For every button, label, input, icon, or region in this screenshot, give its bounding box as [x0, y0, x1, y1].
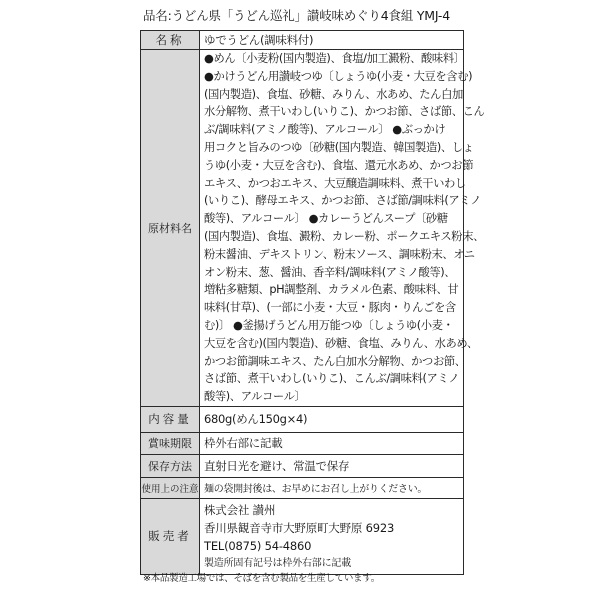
storage-row [141, 454, 464, 477]
usage-value: 麺の袋開封後は、お早めにお召し上がりください。 [200, 477, 464, 498]
storage-value: 直射日光を避け、常温で保存 [200, 454, 464, 477]
name-value: ゆでうどん(調味料付) [200, 31, 464, 50]
storage-header: 保存方法 [141, 454, 200, 477]
seller-header: 販売者 [141, 498, 200, 574]
ingredients-line: エキス、かつおエキス、大豆醸造調味料、煮干いわし [204, 176, 466, 190]
content-header: 内容量 [141, 406, 200, 432]
ingredients-line: さば節、煮干いわし(いりこ)、こんぶ/調味料(アミノ [204, 372, 460, 386]
expiry-row [141, 432, 464, 454]
ingredients-line: 用コクと旨みのつゆ〔砂糖(国内製造、韓国製造)、しょ [204, 140, 474, 154]
ingredients-row [141, 50, 464, 407]
ingredients-line: 味料(甘草)、(一部に小麦・大豆・豚肉・りんごを含 [204, 301, 456, 315]
content-row [141, 406, 464, 432]
content-value: 680g(めん150g×4) [200, 406, 464, 432]
ingredients-line: うゆ(小麦・大豆を含む)、食塩、還元水あめ、かつお節 [204, 158, 474, 172]
ingredients-line: む)〕 ●釜揚げうどん用万能つゆ〔しょうゆ(小麦・ [204, 318, 454, 332]
usage-header: 使用上の注意 [141, 477, 200, 498]
expiry-header: 賞味期限 [141, 432, 200, 454]
ingredients-line: ぶ/調味料(アミノ酸等)、アルコール〕 ●ぶっかけ [204, 123, 446, 137]
ingredients-line: 大豆を含む)(国内製造)、砂糖、食塩、みりん、水あめ、 [204, 336, 478, 350]
seller-company: 株式会社 讃州 [204, 502, 276, 517]
expiry-value: 枠外右部に記載 [200, 432, 464, 454]
name-row [141, 31, 464, 50]
food-label-table [140, 30, 485, 575]
ingredients-line: オン粉末、葱、醤油、香辛料/調味料(アミノ酸等)、 [204, 265, 456, 279]
seller-tel: TEL(0875) 54-4860 [204, 538, 312, 553]
ingredients-line: (いりこ)、酵母エキス、かつお節、さば節/調味料(アミノ [204, 194, 482, 208]
ingredients-line: ●めん〔小麦粉(国内製造)、食塩/加工澱粉、酸味料〕 [204, 52, 465, 65]
footnote: ※本品製造工場では、そばを含む製品を生産しています。 [143, 573, 380, 584]
ingredients-line: 水分解物、煮干いわし(いりこ)、かつお節、さば節、こん [204, 105, 485, 119]
ingredients-line: かつお節調味エキス、たん白加水分解物、かつお節、 [204, 354, 466, 368]
ingredients-list [200, 50, 485, 407]
ingredients-line: ●かけうどん用讃岐つゆ〔しょうゆ(小麦・大豆を含む) [204, 69, 473, 83]
ingredients-header: 原材料名 [141, 50, 200, 407]
seller-row [141, 498, 464, 574]
ingredients-line: 酸等)、アルコール〕 [204, 390, 306, 404]
product-title: 品名:うどん県「うどん巡礼」讃岐味めぐり4食組 YMJ-4 [143, 8, 450, 23]
seller-address: 香川県観音寺市大野原町大野原 6923 [204, 520, 395, 535]
ingredients-line: (国内製造)、食塩、澱粉、カレー粉、ポークエキス粉末、 [204, 229, 484, 243]
ingredients-line: 酸等)、アルコール〕 ●カレーうどんスープ〔砂糖 [204, 212, 448, 226]
name-header: 名称 [141, 31, 200, 50]
ingredients-line: 粉末醤油、デキストリン、粉末ソース、調味粉末、オニ [204, 247, 475, 261]
ingredients-line: 増粘多糖類、pH調整剤、カラメル色素、酸味料、甘 [204, 283, 459, 297]
seller-info [200, 498, 464, 574]
seller-factory-code: 製造所固有記号は枠外右部に記載 [204, 557, 351, 569]
usage-row [141, 477, 464, 498]
ingredients-line: (国内製造)、食塩、砂糖、みりん、水あめ、たん白加 [204, 87, 463, 101]
